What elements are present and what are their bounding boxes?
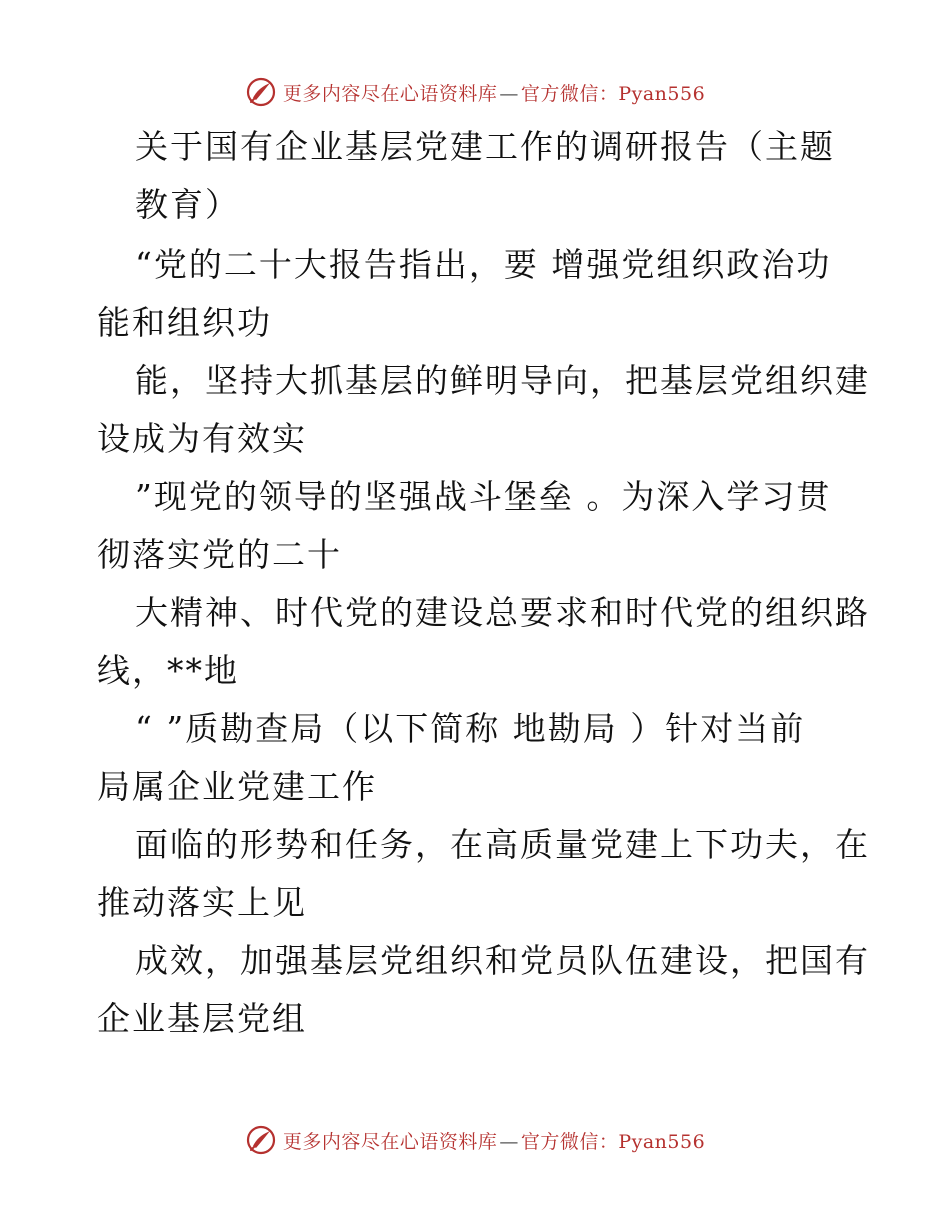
header-banner-main: 更多内容尽在心语资料库: [282, 82, 498, 105]
doc-line-5: 能，坚持大抓基层的鲜明导向，把基层党组织建: [135, 361, 870, 400]
footer-banner-text: [283, 1127, 705, 1154]
doc-line-8: 彻落实党的二十: [97, 535, 342, 574]
doc-line-13: 面临的形势和任务，在高质量党建上下功夫，在: [135, 825, 870, 864]
header-banner-wechat: 官方微信：Pyan556: [520, 82, 706, 105]
doc-line-12: 局属企业党建工作: [97, 767, 377, 806]
brush-logo-icon: [245, 76, 277, 108]
doc-line-2: 教育）: [135, 185, 240, 224]
brush-logo-icon: [245, 1124, 277, 1156]
doc-line-16: 企业基层党组: [97, 999, 307, 1038]
doc-line-9: 大精神、时代党的建设总要求和时代党的组织路: [135, 593, 870, 632]
doc-line-11: “ ”质勘查局（以下简称 地勘局 ）针对当前: [135, 709, 806, 748]
footer-banner-wechat: 官方微信：Pyan556: [520, 1130, 706, 1153]
doc-line-15: 成效，加强基层党组织和党员队伍建设，把国有: [135, 941, 870, 980]
footer-banner-separator: —: [499, 1130, 519, 1153]
footer-watermark-banner: [0, 1120, 950, 1160]
doc-line-4: 能和组织功: [97, 303, 272, 342]
footer-banner-main: 更多内容尽在心语资料库: [282, 1130, 498, 1153]
doc-line-10: 线，**地: [97, 651, 239, 690]
header-watermark-banner: [0, 72, 950, 112]
doc-line-3: “党的二十大报告指出，要 增强党组织政治功: [135, 245, 832, 284]
doc-line-6: 设成为有效实: [97, 419, 307, 458]
header-banner-text: [283, 79, 705, 106]
doc-line-7: ”现党的领导的坚强战斗堡垒 。为深入学习贯: [135, 477, 832, 516]
header-banner-separator: —: [499, 82, 519, 105]
doc-line-14: 推动落实上见: [97, 883, 307, 922]
doc-line-1: 关于国有企业基层党建工作的调研报告（主题: [135, 127, 835, 166]
